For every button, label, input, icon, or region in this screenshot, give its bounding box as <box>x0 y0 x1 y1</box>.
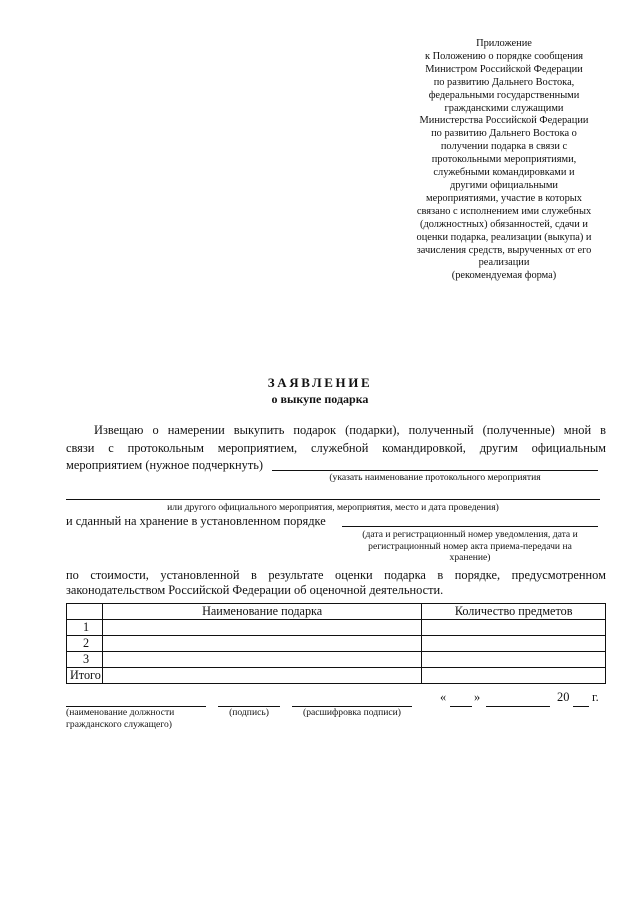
appendix-line: получении подарка в связи с <box>440 141 568 153</box>
row-number: 3 <box>67 652 103 668</box>
gift-name-cell[interactable] <box>102 636 421 652</box>
paragraph-2-line-2: законодательством Российской Федерации об оценочной деятельности. <box>66 583 444 597</box>
appendix-line: Министерства Российской Федерации <box>419 115 589 127</box>
hint-registration <box>342 529 598 564</box>
handed-over-text: и сданный на хранение в установленном порядке <box>66 514 326 528</box>
appendix-line: реализации <box>478 257 530 269</box>
table-row <box>67 636 606 652</box>
header-number <box>67 604 103 620</box>
gifts-table <box>66 603 606 684</box>
table-total-row <box>67 668 606 684</box>
total-gift-cell[interactable] <box>102 668 421 684</box>
appendix-line: другими официальными <box>449 179 558 191</box>
date-close-quote: » <box>474 690 481 704</box>
appendix-line: к Положению о порядке сообщения <box>424 50 584 62</box>
row-number: 1 <box>67 620 103 636</box>
paragraph-1-line-3: мероприятием (нужное подчеркнуть) <box>66 458 264 472</box>
hint-other-event: или другого официального мероприятия, мероприятия, место и дата проведения) <box>167 502 499 513</box>
hint-registration-line: (дата и регистрационный номер уведомления, дата и <box>362 529 578 540</box>
date-year-suffix: г. <box>592 690 599 704</box>
appendix-line: оценки подарка, реализации (выкупа) и <box>416 231 592 243</box>
protocol-event-field[interactable] <box>272 470 598 471</box>
appendix-line: протокольными мероприятиями, <box>431 154 577 166</box>
hint-registration-line: регистрационный номер акта приема-передачи на <box>368 540 572 552</box>
appendix-line: зачисления средств, вырученных от его <box>416 244 592 256</box>
date-month-field[interactable] <box>486 705 550 707</box>
row-number: 2 <box>67 636 103 652</box>
hint-protocol-event: (указать наименование протокольного мероприятия <box>329 472 541 483</box>
signature-label: (подпись) <box>229 707 269 718</box>
table-row <box>67 620 606 636</box>
signature-decode-label: (расшифровка подписи) <box>303 707 401 718</box>
header-quantity: Количество предметов <box>422 604 606 620</box>
registration-field[interactable] <box>342 526 598 527</box>
appendix-line: мероприятиями, участие в которых <box>426 192 582 204</box>
appendix-line: служебными командировками и <box>433 167 575 179</box>
paragraph-2-line-1: по стоимости, установленной в результате оценки подарка в порядке, предусмотренном <box>66 568 606 582</box>
appendix-header <box>388 38 620 283</box>
appendix-line: Министром Российской Федерации <box>425 63 583 75</box>
total-label: Итого <box>67 668 103 684</box>
appendix-line: по развитию Дальнего Востока, <box>433 76 575 88</box>
quantity-cell[interactable] <box>422 636 606 652</box>
date-open-quote: « <box>440 690 447 704</box>
appendix-line: Приложение <box>476 38 532 49</box>
appendix-line: (рекомендуемая форма) <box>451 270 557 282</box>
gift-name-cell[interactable] <box>102 652 421 668</box>
date-year-field[interactable] <box>573 705 589 707</box>
hint-registration-line: хранение) <box>449 552 491 563</box>
date-year-prefix: 20 <box>557 690 570 704</box>
appendix-line: связано с исполнением ими служебных <box>416 205 592 217</box>
header-gift-name: Наименование подарка <box>102 604 421 620</box>
position-label-line: гражданского служащего) <box>66 719 172 730</box>
appendix-line: федеральными государственными <box>428 89 580 101</box>
document-subtitle: о выкупе подарка <box>271 392 369 406</box>
quantity-cell[interactable] <box>422 620 606 636</box>
paragraph-1-line-1: Извещаю о намерении выкупить подарок (подарки), полученный (полученные) мной в <box>94 423 606 437</box>
appendix-line: (должностных) обязанностей, сдачи и <box>420 218 588 230</box>
table-header-row <box>67 604 606 620</box>
quantity-cell[interactable] <box>422 652 606 668</box>
appendix-line: по развитию Дальнего Востока о <box>431 128 577 140</box>
position-label <box>66 707 206 731</box>
date-day-field[interactable] <box>450 705 472 707</box>
document-title: ЗАЯВЛЕНИЕ <box>267 375 373 390</box>
other-event-field[interactable] <box>66 499 600 500</box>
total-quantity-cell[interactable] <box>422 668 606 684</box>
paragraph-1-line-2: связи с протокольным мероприятием, служебной командировкой, другим официальным <box>66 441 606 455</box>
position-label-line: (наименование должности <box>66 707 175 718</box>
gift-name-cell[interactable] <box>102 620 421 636</box>
appendix-line: гражданскими служащими <box>444 102 564 114</box>
table-row <box>67 652 606 668</box>
